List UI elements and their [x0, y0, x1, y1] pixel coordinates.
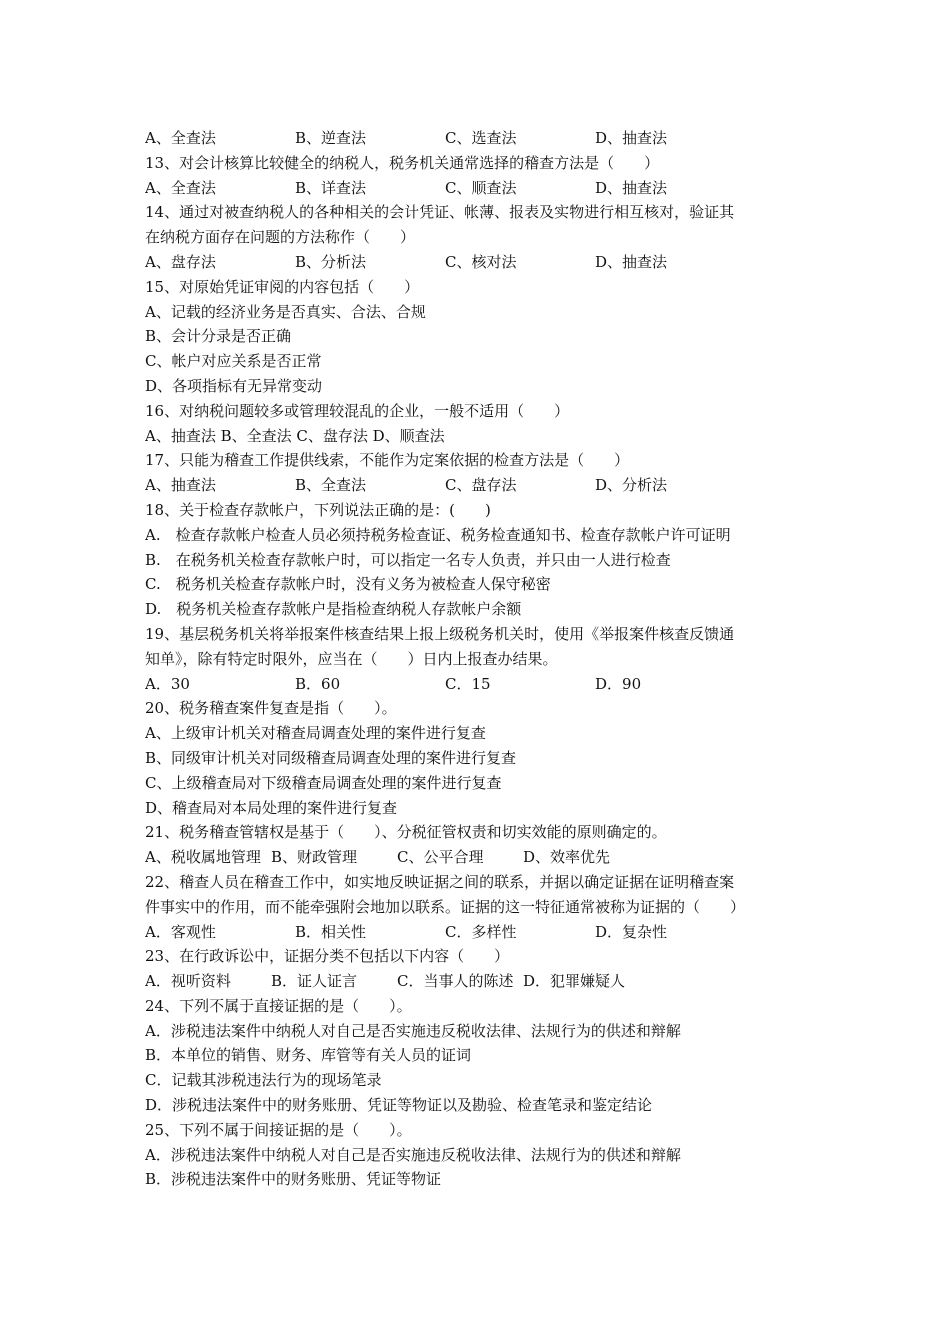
text-line: 24、下列不属于直接证据的是（ ）。: [145, 996, 412, 1015]
option-item: A．客观性: [145, 922, 216, 941]
option-item: A．30: [145, 674, 190, 693]
option-item: B．60: [295, 674, 341, 693]
options-line: [145, 473, 815, 498]
option-item: D、效率优先: [523, 848, 611, 867]
option-item: C、顺查法: [445, 178, 517, 197]
text-line: D、各项指标有无异常变动: [145, 376, 323, 395]
text-line: C、帐户对应关系是否正常: [145, 352, 322, 371]
text-line: 在纳税方面存在问题的方法称作（ ）: [145, 228, 416, 247]
options-line: [145, 672, 815, 697]
text-line: A．涉税违法案件中纳税人对自己是否实施违反税收法律、法规行为的供述和辩解: [145, 1145, 681, 1164]
option-item: B、详查法: [295, 178, 367, 197]
option-item: B．相关性: [295, 922, 367, 941]
option-item: B．证人证言: [271, 972, 358, 991]
option-item: C．15: [445, 674, 491, 693]
option-item: C、核对法: [445, 252, 517, 271]
option-item: A、抽查法: [145, 476, 216, 495]
options-line: [145, 920, 815, 945]
text-line: 22、稽查人员在稽查工作中，如实地反映证据之间的联系，并据以确定证据在证明稽查案: [145, 872, 735, 891]
option-item: D、抽查法: [595, 178, 668, 197]
text-line: A、记载的经济业务是否真实、合法、合规: [145, 302, 426, 321]
text-line: 16、对纳税问题较多或管理较混乱的企业，一般不适用（ ）: [145, 401, 570, 420]
text-line: 13、对会计核算比较健全的纳税人，税务机关通常选择的稽查方法是（ ）: [145, 153, 660, 172]
option-item: A、税收属地管理: [145, 848, 261, 867]
option-item: D．犯罪嫌疑人: [523, 972, 626, 991]
option-item: A．视听资料: [145, 972, 231, 991]
text-line: D. 税务机关检查存款帐户是指检查纳税人存款帐户余额: [145, 600, 522, 619]
option-item: B、财政管理: [271, 848, 358, 867]
options-line: [145, 969, 815, 994]
text-line: B、会计分录是否正确: [145, 327, 292, 346]
text-line: C．记载其涉税违法行为的现场笔录: [145, 1071, 382, 1090]
text-line: 件事实中的作用，而不能牵强附会地加以联系。证据的这一特征通常被称为证据的（ ）: [145, 897, 746, 916]
option-item: B、分析法: [295, 252, 367, 271]
options-line: [145, 126, 815, 151]
text-line: A. 检查存款帐户检查人员必须持税务检查证、税务检查通知书、检查存款帐户许可证明: [145, 525, 731, 544]
text-line: 15、对原始凭证审阅的内容包括（ ）: [145, 277, 420, 296]
text-line: B．涉税违法案件中的财务账册、凭证等物证: [145, 1170, 442, 1189]
text-line: A．涉税违法案件中纳税人对自己是否实施违反税收法律、法规行为的供述和辩解: [145, 1021, 681, 1040]
options-line: [145, 176, 815, 201]
text-line: 14、通过对被查纳税人的各种相关的会计凭证、帐薄、报表及实物进行相互核对，验证其: [145, 203, 735, 222]
text-line: B．本单位的销售、财务、库管等有关人员的证词: [145, 1046, 472, 1065]
option-item: A、全查法: [145, 178, 216, 197]
text-line: B、同级审计机关对同级稽查局调查处理的案件进行复查: [145, 748, 517, 767]
option-item: D、抽查法: [595, 252, 668, 271]
text-line: C、上级稽查局对下级稽查局调查处理的案件进行复查: [145, 773, 502, 792]
text-line: C. 税务机关检查存款帐户时，没有义务为被检查人保守秘密: [145, 575, 551, 594]
option-item: D．复杂性: [595, 922, 668, 941]
text-line: B. 在税务机关检查存款帐户时，可以指定一名专人负责，并只由一人进行检查: [145, 550, 671, 569]
text-line: D．涉税违法案件中的财务账册、凭证等物证以及勘验、检查笔录和鉴定结论: [145, 1096, 653, 1115]
text-line: 19、基层税务机关将举报案件核查结果上报上级税务机关时，使用《举报案件核查反馈通: [145, 624, 735, 643]
text-line: D、稽查局对本局处理的案件进行复查: [145, 798, 398, 817]
text-line: 20、税务稽查案件复查是指（ ）。: [145, 699, 397, 718]
text-line: 知单》，除有特定时限外，应当在（ ）日内上报查办结果。: [145, 649, 558, 668]
text-line: 25、下列不属于间接证据的是（ ）。: [145, 1120, 412, 1139]
text-line: A、上级审计机关对稽查局调查处理的案件进行复查: [145, 724, 486, 743]
text-line: A、抽查法 B、全查法 C、盘存法 D、顺查法: [145, 426, 445, 445]
option-item: C．多样性: [445, 922, 517, 941]
option-item: C、盘存法: [445, 476, 517, 495]
text-line: 17、只能为稽查工作提供线索，不能作为定案依据的检查方法是（ ）: [145, 451, 630, 470]
option-item: C．当事人的陈述: [397, 972, 514, 991]
text-line: 23、在行政诉讼中，证据分类不包括以下内容（ ）: [145, 947, 510, 966]
options-line: [145, 845, 815, 870]
option-item: D、抽查法: [595, 129, 668, 147]
option-item: A、全查法: [145, 129, 216, 147]
option-item: C、公平合理: [397, 848, 484, 867]
text-line: 21、税务稽查管辖权是基于（ ）、分税征管权责和切实效能的原则确定的。: [145, 823, 667, 842]
text-line: 18、关于检查存款帐户，下列说法正确的是：( ): [145, 500, 491, 519]
question-list: [145, 126, 815, 1192]
option-item: A、盘存法: [145, 252, 216, 271]
option-item: D、分析法: [595, 476, 668, 495]
option-item: B、逆查法: [295, 129, 367, 147]
option-item: D．90: [595, 674, 642, 693]
option-item: B、全查法: [295, 476, 367, 495]
option-item: C、选查法: [445, 129, 517, 147]
options-line: [145, 250, 815, 275]
